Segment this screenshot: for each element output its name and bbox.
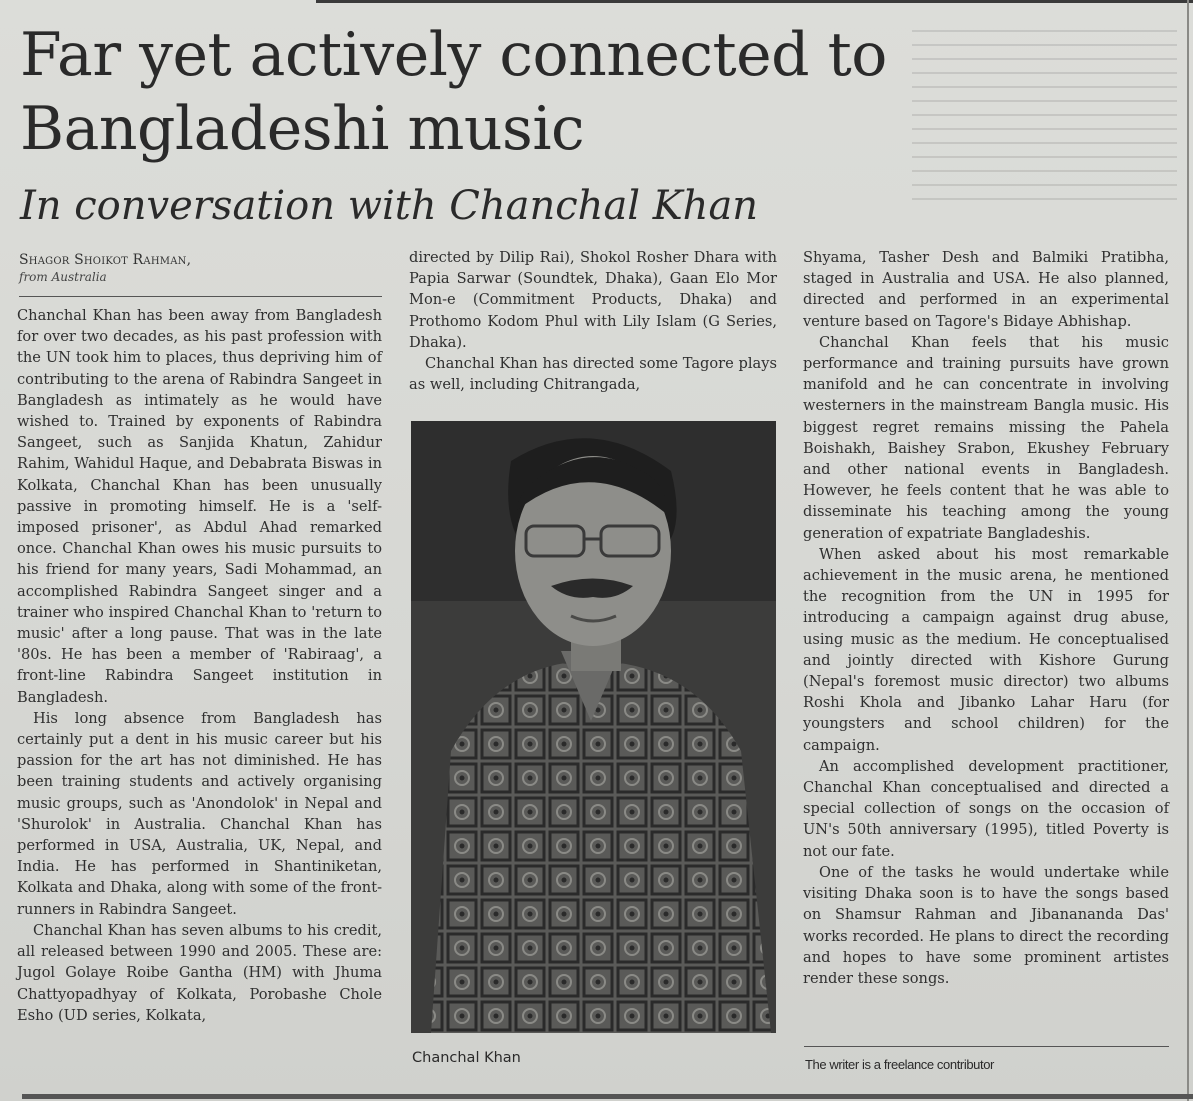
paragraph: One of the tasks he would undertake while visiting Dhaka soon is to have the songs based on Shamsur Rahman and Jibanananda Das' works recorded. He plans to direct the recording and hopes to have some prominent artistes render these songs. [803, 863, 1169, 987]
right-edge-rule [1187, 0, 1189, 1101]
paragraph: Chanchal Khan feels that his music performance and training pursuits have grown manifold and he can concentrate in involving westerners in the mainstream Bangla music. His biggest regret remains missing the Pahela Boishakh, Baishey Srabon, Ekushey February and other national events in Bangladesh. However, he feels content that he was able to disseminate his teaching among the young generation of expatriate Bangladeshis. [803, 333, 1169, 542]
byline-author: Shagor Shoikot Rahman, [19, 252, 192, 268]
subheadline: In conversation with Chanchal Khan [20, 183, 759, 229]
byline-location: from Australia [19, 270, 107, 284]
bottom-rule [22, 1094, 1193, 1099]
paragraph: When asked about his most remarkable achievement in the music arena, he mentioned the recognition from the UN in 1995 for introducing a campaign against drug abuse, using music as the medium. He conceptualised and jointly directed with Kishore Gurung (Nepal's foremost music director) two albums Roshi Khola and Jibanko Lahar Haru (for youngsters and school children) for the campaign. [803, 545, 1169, 754]
paragraph: Chanchal Khan has been away from Bangladesh for over two decades, as his past profession with the UN took him to places, thus depriving him of contributing to the arena of Rabindra Sangeet in Bangladesh as intimately as he would have wished to. Trained by exponents of Rabindra Sangeet, such as Sanjida Khatun, Zahidur Rahim, Wahidul Haque, and Debabrata Biswas in Kolkata, Chanchal Khan has been unusually passive in promoting himself. He is a 'self-imposed prisoner', as Abdul Ahad remarked once. Chanchal Khan owes his music pursuits to his friend for many years, Sadi Mohammad, an accomplished Rabindra Sangeet singer and a trainer who inspired Chanchal Khan to 'return to music' after a long pause. That was in the late '80s. He has been a member of 'Rabiraag', a front-line Rabindra Sangeet institution in Bangladesh. [17, 307, 382, 706]
portrait-illustration [411, 421, 776, 1033]
byline-rule [19, 296, 382, 297]
top-rule [316, 0, 1193, 3]
paragraph: Shyama, Tasher Desh and Balmiki Pratibha, staged in Australia and USA. He also planned, directed and performed in an experimental venture based on Tagore's Bidaye Abhishap. [803, 249, 1169, 330]
photo-caption: Chanchal Khan [412, 1050, 521, 1066]
bleed-through-text [912, 18, 1177, 228]
paragraph: directed by Dilip Rai), Shokol Rosher Dhara with Papia Sarwar (Soundtek, Dhaka), Gaan Elo Mor Mon-e (Commitment Products, Dhaka) and Prothomo Kodom Phul with Lily Islam (G Series, Dhaka). [409, 249, 777, 351]
portrait-photo [411, 421, 776, 1033]
article-column-3 [803, 247, 1169, 989]
paragraph: Chanchal Khan has seven albums to his credit, all released between 1990 and 2005. These are: Jugol Golaye Roibe Gantha (HM) with Jhuma Chattyopadhyay of Kolkata, Porobashe Chole Esho (UD series, Kolkata, [17, 921, 382, 1024]
paragraph: An accomplished development practitioner, Chanchal Khan conceptualised and directed a special collection of songs on the occasion of UN's 50th anniversary (1995), titled Poverty is not our fate. [803, 757, 1169, 860]
article-column-2 [409, 247, 777, 395]
credit-rule [804, 1046, 1169, 1047]
article-column-1 [17, 305, 382, 1026]
writer-credit: The writer is a freelance contributor [805, 1057, 994, 1072]
byline [19, 251, 384, 285]
headline: Far yet actively connected to Bangladeshi music [20, 20, 887, 164]
paragraph: His long absence from Bangladesh has certainly put a dent in his music career but his passion for the art has not diminished. He has been training students and actively organising music groups, such as 'Anondolok' in Nepal and 'Shurolok' in Australia. Chanchal Khan has performed in USA, Australia, UK, Nepal, and India. He has performed in Shantiniketan, Kolkata and Dhaka, along with some of the front-runners in Rabindra Sangeet. [17, 709, 382, 918]
paragraph: Chanchal Khan has directed some Tagore plays as well, including Chitrangada, [409, 355, 777, 394]
